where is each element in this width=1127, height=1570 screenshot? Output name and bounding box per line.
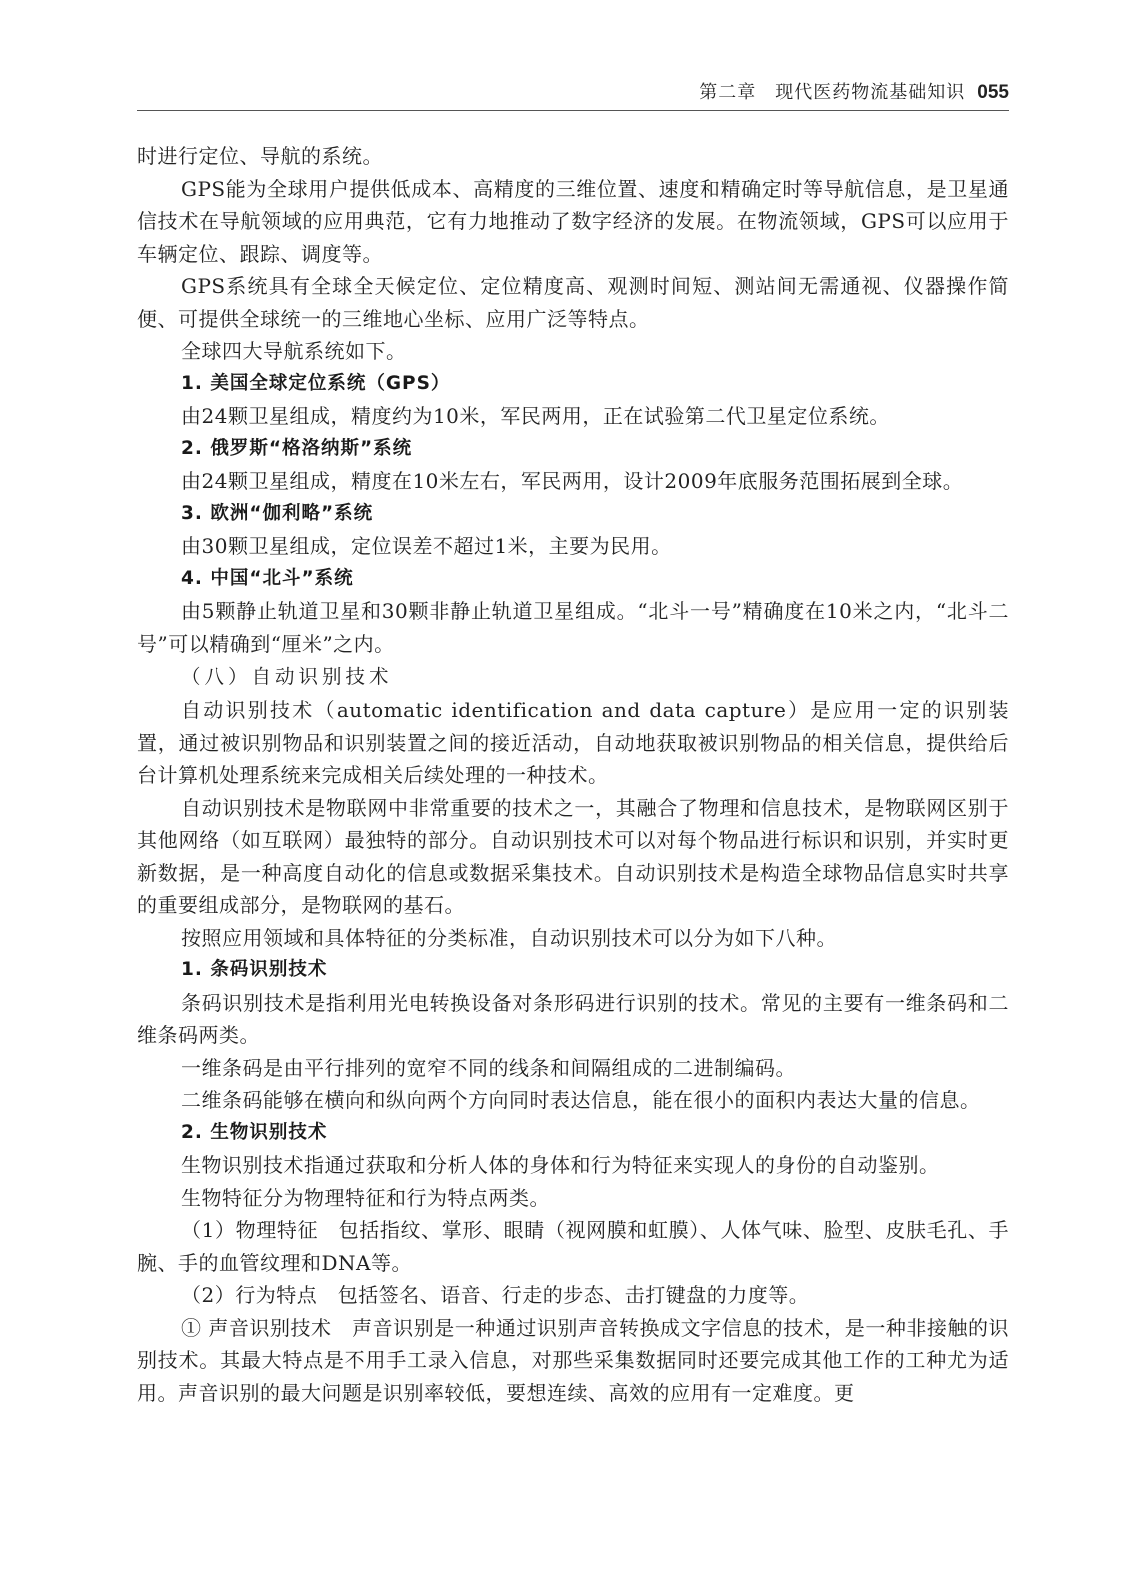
paragraph: 条码识别技术是指利用光电转换设备对条形码进行识别的技术。常见的主要有一维条码和二维条码两类。: [137, 990, 1009, 1047]
section-heading: 2. 生物识别技术: [181, 1121, 328, 1143]
subsection-heading: （八）自动识别技术: [181, 665, 393, 688]
paragraph: 时进行定位、导航的系统。: [137, 144, 383, 168]
section-heading: 4. 中国“北斗”系统: [181, 567, 354, 589]
page-body: [137, 140, 1009, 1409]
section-heading: 3. 欧洲“伽利略”系统: [181, 502, 374, 524]
paragraph: 生物特征分为物理特征和行为特点两类。: [181, 1185, 550, 1210]
paragraph: （1）物理特征 包括指纹、掌形、眼睛（视网膜和虹膜）、人体气味、脸型、皮肤毛孔、手腕、手的血管纹理和DNA等。: [137, 1218, 1009, 1275]
paragraph: 由30颗卫星组成，定位误差不超过1米，主要为民用。: [181, 534, 672, 558]
paragraph: （2）行为特点 包括签名、语音、行走的步态、击打键盘的力度等。: [181, 1283, 810, 1307]
paragraph: 按照应用领域和具体特征的分类标准，自动识别技术可以分为如下八种。: [181, 925, 837, 950]
paragraph: 生物识别技术指通过获取和分析人体的身体和行为特征来实现人的身份的自动鉴别。: [181, 1153, 940, 1177]
paragraph: 由24颗卫星组成，精度约为10米，军民两用，正在试验第二代卫星定位系统。: [181, 404, 890, 428]
paragraph: GPS能为全球用户提供低成本、高精度的三维位置、速度和精确定时等导航信息，是卫星通信技术在导航领域的应用典范，它有力地推动了数字经济的发展。在物流领域，GPS可以应用于车辆定位、跟踪、调度等。: [137, 176, 1009, 266]
header-text: [699, 78, 1009, 104]
paragraph: GPS系统具有全球全天候定位、定位精度高、观测时间短、测站间无需通视、仪器操作简便、可提供全球统一的三维地心坐标、应用广泛等特点。: [137, 274, 1009, 331]
paragraph: 自动识别技术（automatic identification and data capture）是应用一定的识别装置，通过被识别物品和识别装置之间的接近活动，自动地获取被识别物品的相关信息，提供给后台计算机处理系统来完成相关后续处理的一种技术。: [137, 698, 1009, 787]
page-number: 055: [977, 82, 1009, 103]
paragraph: 二维条码能够在横向和纵向两个方向同时表达信息，能在很小的面积内表达大量的信息。: [181, 1088, 981, 1112]
section-heading: 1. 条码识别技术: [181, 959, 328, 980]
section-heading: 1. 美国全球定位系统（GPS）: [181, 372, 451, 394]
paragraph: ① 声音识别技术 声音识别是一种通过识别声音转换成文字信息的技术，是一种非接触的识别技术。其最大特点是不用手工录入信息，对那些采集数据同时还要完成其他工作的工种尤为适用。声音识别的最大问题是识别率较低，要想连续、高效的应用有一定难度。更: [137, 1315, 1009, 1405]
paragraph: 自动识别技术是物联网中非常重要的技术之一，其融合了物理和信息技术，是物联网区别于其他网络（如互联网）最独特的部分。自动识别技术可以对每个物品进行标识和识别，并实时更新数据，是一种高度自动化的信息或数据采集技术。自动识别技术是构造全球物品信息实时共享的重要组成部分，是物联网的基石。: [137, 795, 1009, 917]
paragraph: 全球四大导航系统如下。: [181, 339, 407, 363]
header-rule: [137, 110, 1009, 111]
paragraph: 由24颗卫星组成，精度在10米左右，军民两用，设计2009年底服务范围拓展到全球。: [181, 469, 964, 493]
running-header: [137, 78, 1009, 108]
paragraph: 由5颗静止轨道卫星和30颗非静止轨道卫星组成。“北斗一号”精确度在10米之内，“北斗二号”可以精确到“厘米”之内。: [137, 599, 1009, 656]
chapter-title: 第二章 现代医药物流基础知识: [699, 82, 966, 103]
section-heading: 2. 俄罗斯“格洛纳斯”系统: [181, 437, 413, 459]
paragraph: 一维条码是由平行排列的宽窄不同的线条和间隔组成的二进制编码。: [181, 1055, 796, 1080]
